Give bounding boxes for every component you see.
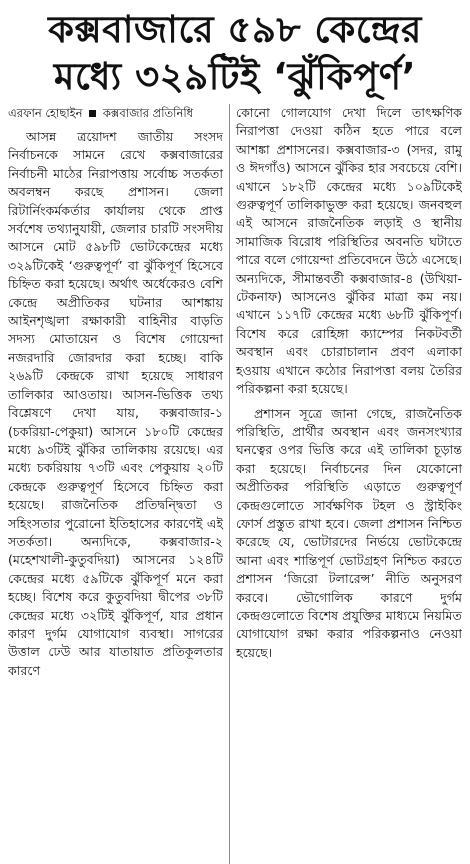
byline-affiliation: কক্সবাজার প্রতিনিধি [102,106,194,120]
headline-line-1: কক্সবাজারে ৫৯৮ কেন্দ্রের [48,8,422,51]
left-column-paragraph: আসন্ন ত্রয়োদশ জাতীয় সংসদ নির্বাচনকে সামনে রেখে কক্সবাজারের নির্বাচনী মাঠের নিরাপত্তায় সর্বোচ্চ সতর্কতা অবলম্বন করছে প্রশাসন। জেলা রিটার্নিংকর্মকর্তার কার্যালয় থেকে প্রাপ্ত সর্বশেষ তথ্যানুযায়ী, জেলার চারটি সংসদীয় আসনে মোট ৫৯৮টি ভোটকেন্দ্রের মধ্যে ৩২৯টিকেই ‘গুরুত্বপূর্ণ’ বা ঝুঁকিপূর্ণ হিসেবে চিহ্নিত করা হয়েছে। অর্থাৎ অর্ধেকেরও বেশি কেন্দ্রে অপ্রীতিকর ঘটনার আশঙ্কায় আইনশৃঙ্খলা রক্ষাকারী বাহিনীর বাড়তি সদস্য মোতায়েন ও বিশেষ গোয়েন্দা নজরদারি জোরদার করা হচ্ছে। বাকি ২৬৯টি কেন্দ্রকে রাখা হয়েছে সাধারণ তালিকার আওতায়। আসন-ভিত্তিক তথ্য বিশ্লেষণে দেখা যায়, কক্সবাজার-১ (চকরিয়া-পেকুয়া) আসনে ১৮০টি কেন্দ্রের মধ্যে ৯৩টিই ঝুঁকির তালিকায় রয়েছে। এর মধ্যে চকরিয়ায় ৭৩টি এবং পেকুয়ায় ২০টি কেন্দ্রকে গুরুত্বপূর্ণ হিসেবে চিহ্নিত করা হয়েছে। রাজনৈতিক প্রতিদ্বন্দ্বিতা ও সহিংসতার পুরোনো ইতিহাসের কারণেই এই সতর্কতা। অন্যদিকে, কক্সবাজার-২ (মহেশখালী-কুতুবদিয়া) আসনের ১২৪টি কেন্দ্রের মধ্যে ৫৯টিকে ঝুঁকিপূর্ণ মনে করা হচ্ছে। বিশেষ করে কুতুবদিয়া দ্বীপের ৩৮টি কেন্দ্রের মধ্যে ৩২টিই ঝুঁকিপূর্ণ, যার প্রধান কারণ দুর্গম যোগাযোগ ব্যবস্থা। সাগরের উত্তাল ঢেউ আর যাতায়াত প্রতিকূলতার কারণে [8,129,223,678]
headline-line-2: মধ্যে ৩২৯টিই ‘ঝুঁকিপূর্ণ’ [53,55,417,98]
byline [8,104,223,122]
right-column-paragraph-2: প্রশাসন সূত্রে জানা গেছে, রাজনৈতিক পরিস্থিতি, প্রার্থীর অবস্থান এবং জনসংখ্যার ঘনত্বের ওপর ভিত্তি করে এই তালিকা চূড়ান্ত করা হয়েছে। নির্বাচনের দিন যেকোনো অপ্রীতিকর পরিস্থিতি এড়াতে গুরুত্বপূর্ণ কেন্দ্রগুলোতে সার্বক্ষণিক টহল ও স্ট্রাইকিং ফোর্স প্রস্তুত রাখা হবে। জেলা প্রশাসন নিশ্চিত করেছে যে, ভোটারদের নির্ভয়ে ভোটকেন্দ্রে আনা এবং শান্তিপূর্ণ ভোটগ্রহণ নিশ্চিত করতে প্রশাসন ‘জিরো টলারেন্স’ নীতি অনুসরণ করবে। ভৌগোলিক কারণে দুর্গম কেন্দ্রগুলোতে বিশেষ প্রযুক্তির মাধ্যমে নিয়মিত যোগাযোগ রক্ষা করার পরিকল্পনাও নেওয়া হয়েছে। [236,405,462,660]
right-column [230,104,462,864]
byline-author: এরফান হোছাইন [8,106,83,120]
article-body [8,104,462,864]
bullet-square-icon [89,110,96,117]
right-column-paragraph-1: কোনো গোলযোগ দেখা দিলে তাৎক্ষণিক নিরাপত্তা দেওয়া কঠিন হতে পারে বলে আশঙ্কা প্রশাসনের। কক্সবাজার-৩ (সদর, রামু ও ঈদগাঁও) আসনে ঝুঁকির হার সবচেয়ে বেশি। এখানে ১৮২টি কেন্দ্রের মধ্যে ১০৯টিকেই গুরুত্বপূর্ণ তালিকাভুক্ত করা হয়েছে। জনবহুল এই আসনে রাজনৈতিক লড়াই ও স্থানীয় সামাজিক বিরোধ পরিস্থিতির অবনতি ঘটাতে পারে বলে গোয়েন্দা প্রতিবেদনে উঠে এসেছে। অন্যদিকে, সীমান্তবর্তী কক্সবাজার-৪ (উখিয়া-টেকনাফ) আসনেও ঝুঁকির মাত্রা কম নয়। এখানে ১১৭টি কেন্দ্রের মধ্যে ৬৮টি ঝুঁকিপূর্ণ। বিশেষ করে রোহিঙ্গা ক্যাম্পের নিকটবর্তী অবস্থান এবং চোরাচালান প্রবণ এলাকা হওয়ায় এখানে কঠোর নিরাপত্তা বলয় তৈরির পরিকল্পনা করা হয়েছে। [236,105,462,397]
left-column [8,104,230,864]
